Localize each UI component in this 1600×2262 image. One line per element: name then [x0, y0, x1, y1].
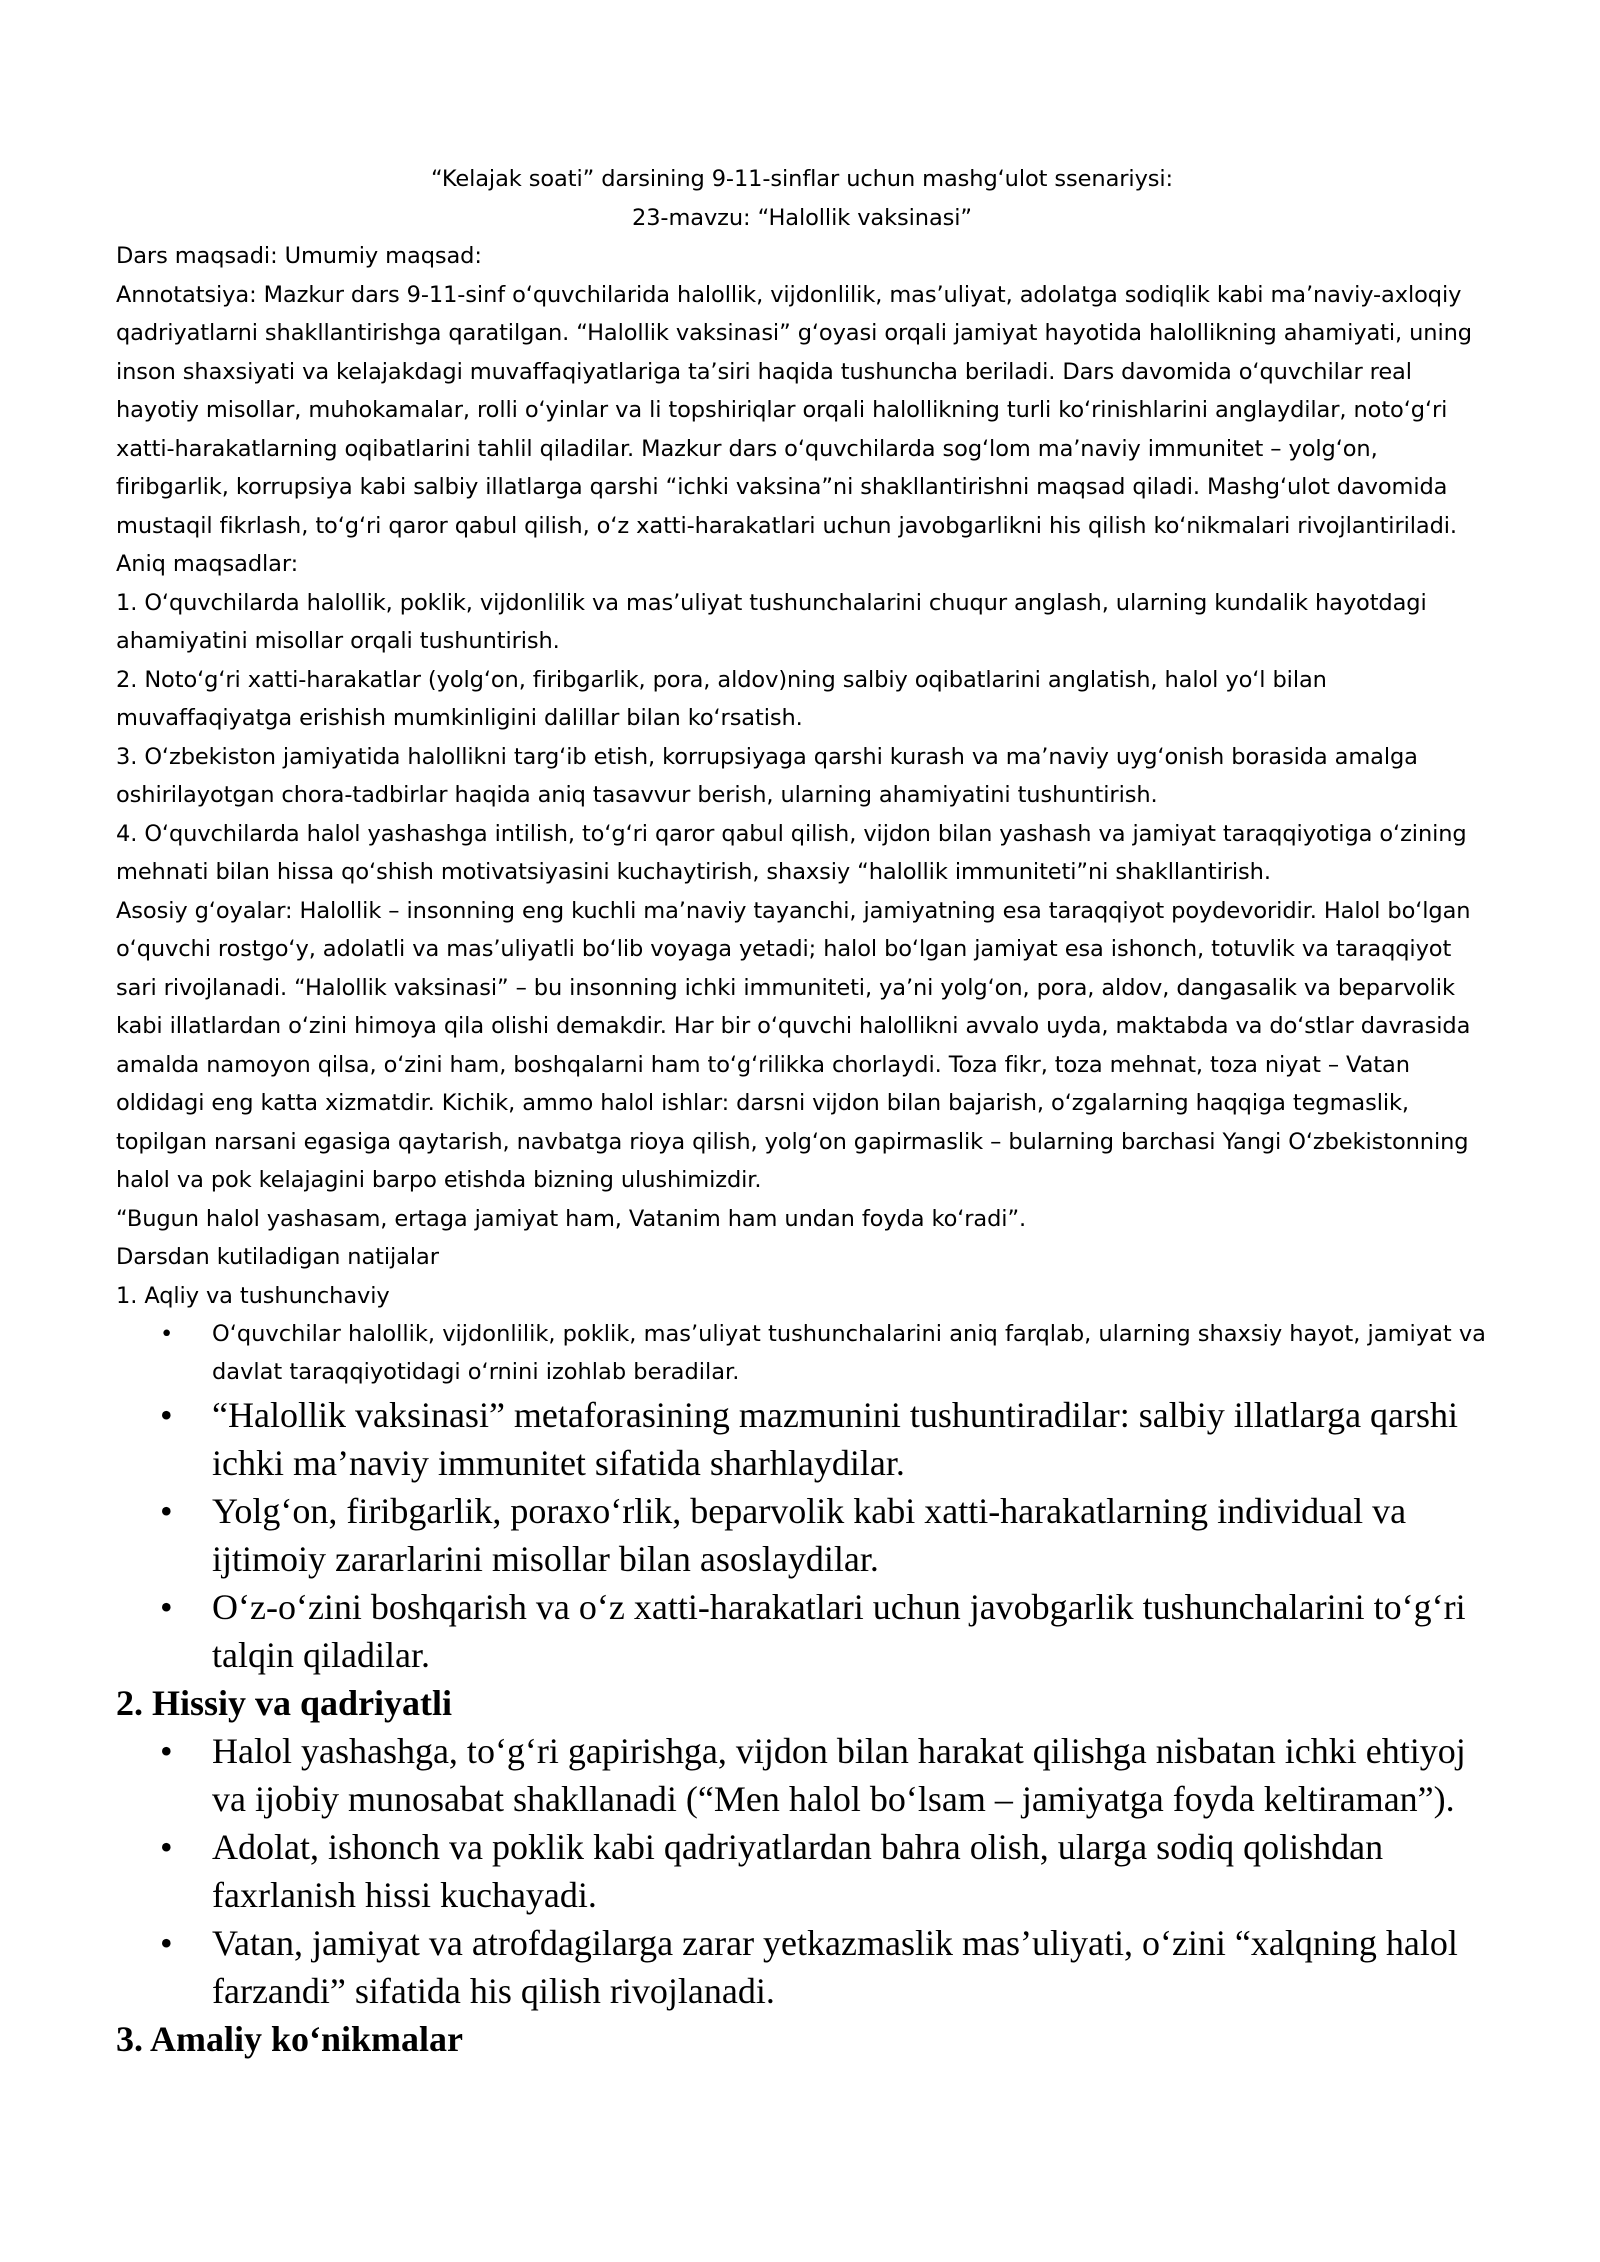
goal-line: Dars maqsadi: Umumiy maqsad:	[116, 243, 482, 269]
list-item-text: Adolat, ishonch va poklik kabi qadriyatlardan bahra olish, ularga sodiq qolishdan faxrlanish hissi kuchayadi.	[212, 1827, 1384, 1915]
list-item-text: O‘z-o‘zini boshqarish va o‘z xatti-harakatlari uchun javobgarlik tushunchalarini to‘g‘ri talqin qiladilar.	[212, 1587, 1466, 1675]
section-3-title: 3. Amaliy ko‘nikmalar	[116, 2019, 464, 2059]
list-item	[116, 1315, 1488, 1391]
quote-line: “Bugun halol yashasam, ertaga jamiyat ham, Vatanim ham undan foyda ko‘radi”.	[116, 1205, 1027, 1232]
section-1-list-small	[116, 1315, 1488, 1391]
bullet-icon: •	[160, 1491, 173, 1531]
section-2-title: 2. Hissiy va qadriyatli	[116, 1683, 453, 1723]
list-item-text: Yolg‘on, firibgarlik, poraxo‘rlik, beparvolik kabi xatti-harakatlarning individual va ijtimoiy zararlarini misollar bilan asoslaydilar.	[212, 1491, 1407, 1579]
section-2-list	[116, 1727, 1488, 2015]
list-item	[116, 1391, 1488, 1487]
list-item	[116, 1727, 1488, 1823]
specific-goal-item: 4. O‘quvchilarda halol yashashga intilish, to‘g‘ri qaror qabul qilish, vijdon bilan yashash va jamiyat taraqqiyotiga o‘zining mehnati bilan hissa qo‘shish motivatsiyasini kuchaytirish, shaxsiy “halollik immuniteti”ni shakllantirish.	[116, 820, 1467, 885]
bullet-icon: •	[160, 1395, 173, 1435]
list-item-text: “Halollik vaksinasi” metaforasining mazmunini tushuntiradilar: salbiy illatlarga qarshi ichki ma’naviy immunitet sifatida sharhlaydilar.	[212, 1395, 1459, 1483]
document-body	[116, 160, 1488, 2063]
annotation-paragraph: Annotatsiya: Mazkur dars 9-11-sinf o‘quvchilarida halollik, vijdonlilik, mas’uliyat, adolatga sodiqlik kabi ma’naviy-axloqiy qadriyatlarni shakllantirishga qaratilgan. “Halollik vaksinasi” g‘oyasi orqali jamiyat hayotida halollikning ahamiyati, uning inson shaxsiyati va kelajakdagi muvaffaqiyatlariga ta’siri haqida tushuncha beriladi. Dars davomida o‘quvchilar real hayotiy misollar, muhokamalar, rolli o‘yinlar va li topshiriqlar orqali halollikning turli ko‘rinishlarini anglaydilar, noto‘g‘ri xatti-harakatlarning oqibatlarini tahlil qiladilar. Mazkur dars o‘quvchilarda sog‘lom ma’naviy immunitet – yolg‘on, firibgarlik, korrupsiya kabi salbiy illatlarga qarshi “ichki vaksina”ni shakllantirishni maqsad qiladi. Mashg‘ulot davomida mustaqil fikrlash, to‘g‘ri qaror qabul qilish, o‘z xatti-harakatlari uchun javobgarlikni his qilish ko‘nikmalari rivojlantiriladi.	[116, 281, 1472, 539]
document-title-line2: 23-mavzu: “Halollik vaksinasi”	[632, 204, 972, 231]
bullet-icon: •	[160, 1321, 174, 1347]
bullet-icon: •	[160, 1587, 173, 1627]
list-item	[116, 1823, 1488, 1919]
bullet-icon: •	[160, 1923, 173, 1963]
main-ideas-paragraph: Asosiy g‘oyalar: Halollik – insonning eng kuchli ma’naviy tayanchi, jamiyatning esa taraqqiyot poydevoridir. Halol bo‘lgan o‘quvchi rostgo‘y, adolatli va mas’uliyatli bo‘lib voyaga yetadi; halol bo‘lgan jamiyat esa ishonch, totuvlik va taraqqiyot sari rivojlanadi. “Halollik vaksinasi” – bu insonning ichki immuniteti, ya’ni yolg‘on, pora, aldov, dangasalik va beparvolik kabi illatlardan o‘zini himoya qila olishi demakdir. Har bir o‘quvchi halollikni avvalo uyda, maktabda va do‘stlar davrasida amalda namoyon qilsa, o‘zini ham, boshqalarni ham to‘g‘rilikka chorlaydi. Toza fikr, toza mehnat, toza niyat – Vatan oldidagi eng katta xizmatdir. Kichik, ammo halol ishlar: darsni vijdon bilan bajarish, o‘zgalarning haqqiga tegmaslik, topilgan narsani egasiga qaytarish, navbatga rioya qilish, yolg‘on gapirmaslik – bularning barchasi Yangi O‘zbekistonning halol va pok kelajagini barpo etishda bizning ulushimizdir.	[116, 897, 1471, 1193]
results-title: Darsdan kutiladigan natijalar	[116, 1244, 439, 1270]
section-1-list-large	[116, 1391, 1488, 1679]
list-item-text: Vatan, jamiyat va atrofdagilarga zarar yetkazmaslik mas’uliyati, o‘zini “xalqning halol farzandi” sifatida his qilish rivojlanadi.	[212, 1923, 1458, 2011]
list-item-text: Halol yashashga, to‘g‘ri gapirishga, vijdon bilan harakat qilishga nisbatan ichki ehtiyoj va ijobiy munosabat shakllanadi (“Men halol bo‘lsam – jamiyatga foyda keltiraman”).	[212, 1731, 1466, 1819]
list-item	[116, 1919, 1488, 2015]
list-item	[116, 1583, 1488, 1679]
document-title-line1: “Kelajak soati” darsining 9-11-sinflar uchun mashg‘ulot ssenariysi:	[430, 166, 1174, 192]
specific-goal-item: 3. O‘zbekiston jamiyatida halollikni targ‘ib etish, korrupsiyaga qarshi kurash va ma’naviy uyg‘onish borasida amalga oshirilayotgan chora-tadbirlar haqida aniq tasavvur berish, ularning ahamiyatini tushuntirish.	[116, 743, 1418, 808]
section-1-title: 1. Aqliy va tushunchaviy	[116, 1282, 390, 1309]
specific-goal-item: 2. Noto‘g‘ri xatti-harakatlar (yolg‘on, firibgarlik, pora, aldov)ning salbiy oqibatlarini anglatish, halol yo‘l bilan muvaffaqiyatga erishish mumkinligini dalillar bilan ko‘rsatish.	[116, 666, 1327, 731]
specific-goals-title: Aniq maqsadlar:	[116, 551, 299, 577]
bullet-icon: •	[160, 1827, 173, 1867]
specific-goal-item: 1. O‘quvchilarda halollik, poklik, vijdonlilik va mas’uliyat tushunchalarini chuqur anglash, ularning kundalik hayotdagi ahamiyatini misollar orqali tushuntirish.	[116, 589, 1427, 654]
bullet-icon: •	[160, 1731, 173, 1771]
list-item-text: O‘quvchilar halollik, vijdonlilik, poklik, mas’uliyat tushunchalarini aniq farqlab, ularning shaxsiy hayot, jamiyat va davlat taraqqiyotidagi o‘rnini izohlab beradilar.	[212, 1321, 1486, 1385]
list-item	[116, 1487, 1488, 1583]
